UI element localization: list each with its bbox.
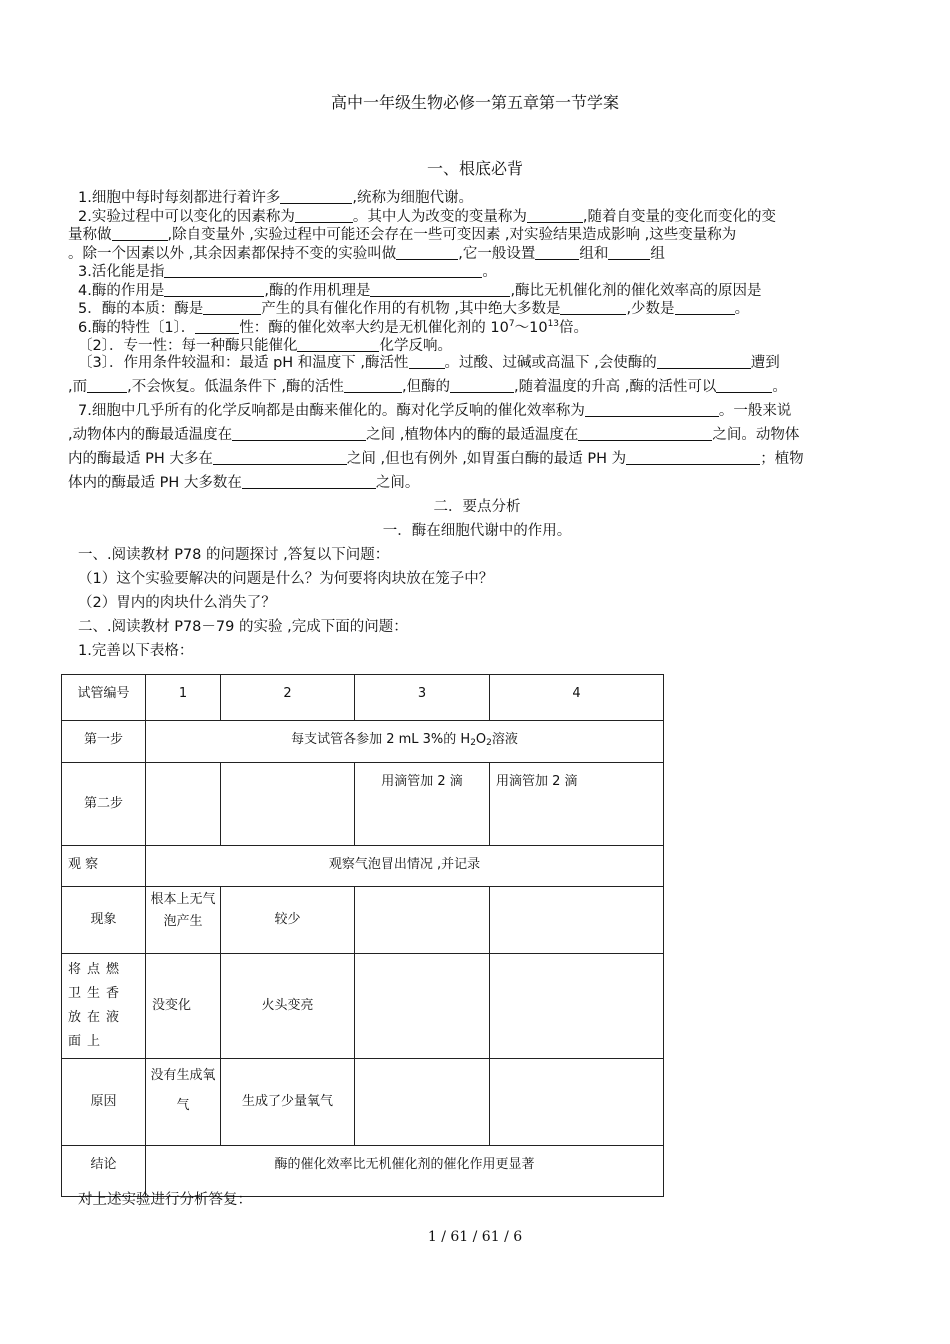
section-heading-basics: 一、根底必背 xyxy=(426,159,523,178)
table-cell: 第一步 xyxy=(62,721,146,763)
table-cell: 没变化 xyxy=(146,954,221,1059)
question-7: 7.细胞中几乎所有的化学反响都是由酶来催化的。酶对化学反响的催化效率称为 。一般来说 xyxy=(78,403,792,419)
table-header-cell: 2 xyxy=(221,675,355,721)
reading-task-1-q1: （1）这个实验要解决的问题是什么？为何要将肉块放在笼子中？ xyxy=(78,571,494,587)
question-3: 3.活化能是指 。 xyxy=(78,264,497,280)
table-cell: 第二步 xyxy=(62,763,146,846)
table-cell xyxy=(355,887,490,954)
table-cell xyxy=(490,1059,664,1146)
reading-task-1: 一、.阅读教材 P78 的问题探讨 ,答复以下问题： xyxy=(78,547,390,563)
table-row xyxy=(62,721,664,763)
table-cell: 生成了少量氧气 xyxy=(221,1059,355,1146)
table-row xyxy=(62,887,664,954)
question-6-specificity: 〔2〕．专一性：每一种酶只能催化 化学反响。 xyxy=(78,338,452,354)
table-cell: 酶的催化效率比无机催化剂的催化作用更显著 xyxy=(146,1146,664,1197)
table-cell: 用滴管加 2 滴 xyxy=(490,763,664,846)
table-header-cell: 3 xyxy=(355,675,490,721)
table-cell: 将点燃卫生香放在液面上 xyxy=(62,954,146,1059)
reading-task-2-q1: 1.完善以下表格： xyxy=(78,643,194,659)
table-cell xyxy=(355,954,490,1059)
table-cell xyxy=(146,763,221,846)
table-row xyxy=(62,954,664,1059)
table-cell: 用滴管加 2 滴 xyxy=(355,763,490,846)
table-cell: 现象 xyxy=(62,887,146,954)
question-1: 1.细胞中每时每刻都进行着许多 ,统称为细胞代谢。 xyxy=(78,190,473,206)
table-header-cell: 1 xyxy=(146,675,221,721)
question-6-conditions: 〔3〕．作用条件较温和：最适 pH 和温度下 ,酶活性 。过酸、过碱或高温下 ,会使酶的 遭到 ,而 ,不会恢复。低温条件下 ,酶的活性 ,但酶的 ,随着温度的升高 ,酶的活性可以 。 7.细胞中几乎所有的化学反响都是由酶来催化的。酶对化学反响的催化效率称为 。一般来说 ,动物体内的酶最适温度在 之间 ,植物体内的酶的最适温度在 之间。动物体 内的酶最适 PH 大多在 之间 ,但也有例外 ,如胃蛋白酶的最适 PH 为 ；植物 体内的酶最适 PH 大多数在 之间。 二．要点分析 一．酶在细胞代谢中的作用。 一、.阅读教材 P78 的问题探讨 ,答复以下问题： （1）这个实验要解决的问题是什么？为何要将肉块放在笼子中？ （2）胃内的肉块什么消失了？ 二、.阅读教材 P78－79 的实验 ,完成下面的问题： 1.完善以下表格： xyxy=(68,351,886,663)
table-cell: 观 察 xyxy=(62,846,146,887)
table-header-cell: 4 xyxy=(490,675,664,721)
table-row xyxy=(62,1059,664,1146)
question-5: 5．酶的本质：酶是 产生的具有催化作用的有机物 ,其中绝大多数是 ,少数是 。 xyxy=(78,301,750,317)
table-cell: 观察气泡冒出情况 ,并记录 xyxy=(146,846,664,887)
reading-task-2: 二、.阅读教材 P78－79 的实验 ,完成下面的问题： xyxy=(78,619,408,635)
table-cell xyxy=(490,887,664,954)
table-cell: 较少 xyxy=(221,887,355,954)
question-4: 4.酶的作用是 ,酶的作用机理是 ,酶比无机催化剂的催化效率高的原因是 xyxy=(78,282,762,299)
analysis-prompt: 对上述实验进行分析答复： xyxy=(78,1192,252,1208)
reading-task-1-q2: （2）胃内的肉块什么消失了？ xyxy=(78,595,276,611)
table-cell xyxy=(355,1059,490,1146)
table-cell: 结论 xyxy=(62,1146,146,1197)
table-cell: 没有生成氧气 xyxy=(146,1059,221,1146)
question-6: 6.酶的特性〔1〕． 性：酶的催化效率大约是无机催化剂的 $10^7\sim 10^{13}$倍。 xyxy=(78,318,589,336)
table-cell xyxy=(490,954,664,1059)
page-title: 高中一年级生物必修一第五章第一节学案 xyxy=(330,93,619,112)
question-2-line-1: 2.实验过程中可以变化的因素称为 。其中人为改变的变量称为 ,随着自变量的变化而变化的变 xyxy=(78,208,776,225)
experiment-table xyxy=(61,674,664,1197)
table-row xyxy=(62,763,664,846)
question-2-line-2: 量称做 ,除自变量外 ,实验过程中可能还会存在一些可变因素 ,对实验结果造成影响 ,这些变量称为 xyxy=(68,227,737,243)
table-cell: 根本上无气泡产生 xyxy=(146,887,221,954)
page-number: 1 / 61 / 61 / 6 xyxy=(427,1229,523,1245)
table-cell: 每支试管各参加 2 mL 3%的 $H_2O_2$溶液 xyxy=(146,721,664,763)
table-cell: 原因 xyxy=(62,1059,146,1146)
table-cell: 火头变亮 xyxy=(221,954,355,1059)
question-2-line-3: 。除一个因素以外 ,其余因素都保持不变的实验叫做 ,它一般设置 组和 组 xyxy=(68,245,665,262)
table-row xyxy=(62,675,664,721)
basics-questions xyxy=(68,189,886,356)
table-header-cell: 试管编号 xyxy=(62,675,146,721)
subsection-heading: 一．酶在细胞代谢中的作用。 xyxy=(382,523,572,539)
table-cell xyxy=(221,763,355,846)
section-heading-analysis: 二．要点分析 xyxy=(433,499,521,515)
table-row xyxy=(62,846,664,887)
